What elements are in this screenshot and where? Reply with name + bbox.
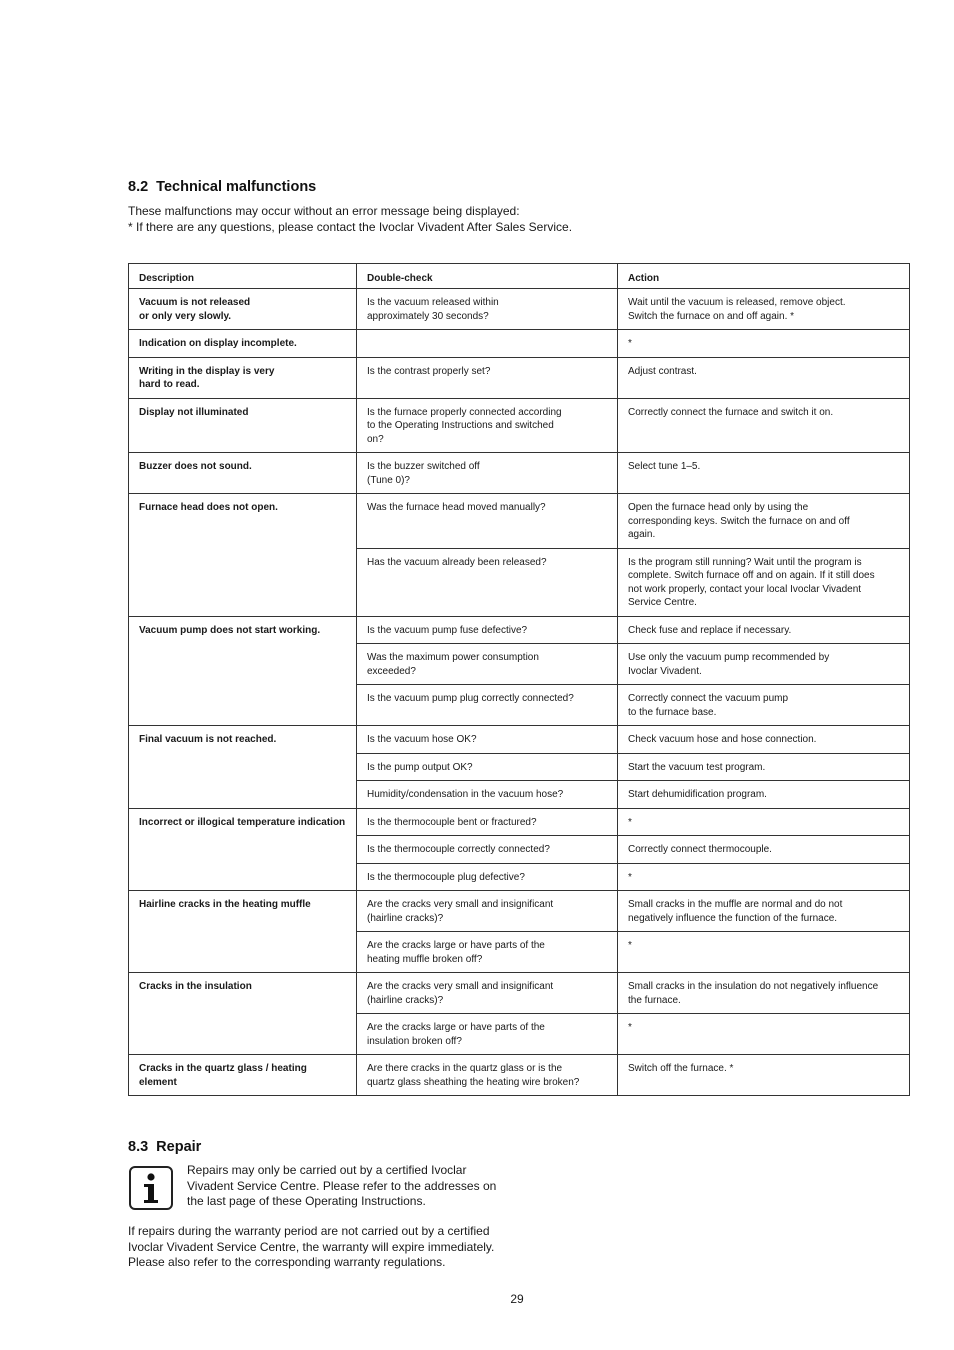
action-cell: Open the furnace head only by using the corresponding keys. Switch the furnace on and off again. [618,494,910,549]
description-cell: Vacuum pump does not start working. [129,616,357,726]
action-cell: Switch off the furnace. * [618,1055,910,1096]
double-check-cell: Are the cracks very small and insignificant (hairline cracks)? [357,891,618,932]
double-check-cell: Is the thermocouple correctly connected? [357,836,618,864]
action-cell: * [618,330,910,358]
description-cell: Cracks in the quartz glass / heating element [129,1055,357,1096]
section-title: Technical malfunctions [156,179,317,195]
action-cell: Wait until the vacuum is released, remove object. Switch the furnace on and off again. * [618,289,910,330]
double-check-cell: Was the furnace head moved manually? [357,494,618,549]
description-cell: Vacuum is not released or only very slowly. [129,289,357,330]
table-row [129,494,910,549]
description-cell: Incorrect or illogical temperature indication [129,808,357,891]
action-cell: * [618,808,910,836]
action-cell: Start dehumidification program. [618,781,910,809]
double-check-cell: Is the vacuum pump plug correctly connected? [357,685,618,726]
description-cell: Hairline cracks in the heating muffle [129,891,357,973]
double-check-cell: Is the buzzer switched off (Tune 0)? [357,453,618,494]
table-row [129,973,910,1014]
double-check-cell: Is the furnace properly connected according to the Operating Instructions and switched on? [357,398,618,453]
description-cell: Furnace head does not open. [129,494,357,617]
repair-info-text: Repairs may only be carried out by a certified Ivoclar Vivadent Service Centre. Please refer to the addresses on the last page of these Operating Instructions. [187,1163,497,1208]
table-row [129,891,910,932]
double-check-cell [357,330,618,358]
action-cell: * [618,863,910,891]
double-check-cell: Are the cracks very small and insignificant (hairline cracks)? [357,973,618,1014]
double-check-cell: Are there cracks in the quartz glass or is the quartz glass sheathing the heating wire broken? [357,1055,618,1096]
double-check-cell: Was the maximum power consumption exceeded? [357,644,618,685]
table-row [129,398,910,453]
section-8-3-heading [128,1139,201,1155]
table-body [129,289,910,1096]
description-cell: Buzzer does not sound. [129,453,357,494]
double-check-cell: Has the vacuum already been released? [357,548,618,616]
action-cell: Small cracks in the muffle are normal and do not negatively influence the function of the furnace. [618,891,910,932]
double-check-cell: Is the thermocouple bent or fractured? [357,808,618,836]
description-cell: Cracks in the insulation [129,973,357,1055]
double-check-cell: Are the cracks large or have parts of the insulation broken off? [357,1014,618,1055]
header-double-check: Double-check [357,264,618,289]
action-cell: Correctly connect the furnace and switch it on. [618,398,910,453]
action-cell: * [618,932,910,973]
action-cell: Adjust contrast. [618,357,910,398]
table-row [129,1055,910,1096]
double-check-cell: Are the cracks large or have parts of the heating muffle broken off? [357,932,618,973]
warranty-text: If repairs during the warranty period are not carried out by a certified Ivoclar Vivadent Service Centre, the warranty will expire immediately. Please also refer to the corresponding warranty regulations. [128,1224,495,1269]
info-icon [129,1166,173,1210]
description-cell: Writing in the display is very hard to read. [129,357,357,398]
action-cell: Start the vacuum test program. [618,753,910,781]
section-title: Repair [156,1139,202,1155]
action-cell: Select tune 1–5. [618,453,910,494]
action-cell: Is the program still running? Wait until the program is complete. Switch furnace off and on again. If it still does not work properly, contact your local Ivoclar Vivadent Service Centre. [618,548,910,616]
description-cell: Indication on display incomplete. [129,330,357,358]
double-check-cell: Is the pump output OK? [357,753,618,781]
table-row [129,330,910,358]
header-action: Action [618,264,910,289]
action-cell: Small cracks in the insulation do not negatively influence the furnace. [618,973,910,1014]
description-cell: Final vacuum is not reached. [129,726,357,809]
action-cell: Correctly connect the vacuum pump to the furnace base. [618,685,910,726]
double-check-cell: Is the vacuum hose OK? [357,726,618,754]
action-cell: Correctly connect thermocouple. [618,836,910,864]
action-cell: Check fuse and replace if necessary. [618,616,910,644]
page-number: 29 [510,1292,524,1306]
table-row [129,453,910,494]
table-row [129,808,910,836]
description-cell: Display not illuminated [129,398,357,453]
double-check-cell: Is the contrast properly set? [357,357,618,398]
intro-line: These malfunctions may occur without an error message being displayed: [128,204,520,218]
section-8-2-heading [128,179,316,195]
intro-note: * If there are any questions, please contact the Ivoclar Vivadent After Sales Service. [128,220,573,234]
table-row [129,289,910,330]
double-check-cell: Humidity/condensation in the vacuum hose? [357,781,618,809]
action-cell: Check vacuum hose and hose connection. [618,726,910,754]
action-cell: * [618,1014,910,1055]
section-number: 8.2 [128,179,149,195]
section-intro [128,203,572,235]
double-check-cell: Is the thermocouple plug defective? [357,863,618,891]
header-description: Description [129,264,357,289]
table-header-row [129,264,910,289]
action-cell: Use only the vacuum pump recommended by Ivoclar Vivadent. [618,644,910,685]
table-row [129,616,910,644]
table-row [129,726,910,754]
table-row [129,357,910,398]
malfunctions-table [128,263,910,1096]
double-check-cell: Is the vacuum released within approximately 30 seconds? [357,289,618,330]
section-number: 8.3 [128,1139,149,1155]
double-check-cell: Is the vacuum pump fuse defective? [357,616,618,644]
